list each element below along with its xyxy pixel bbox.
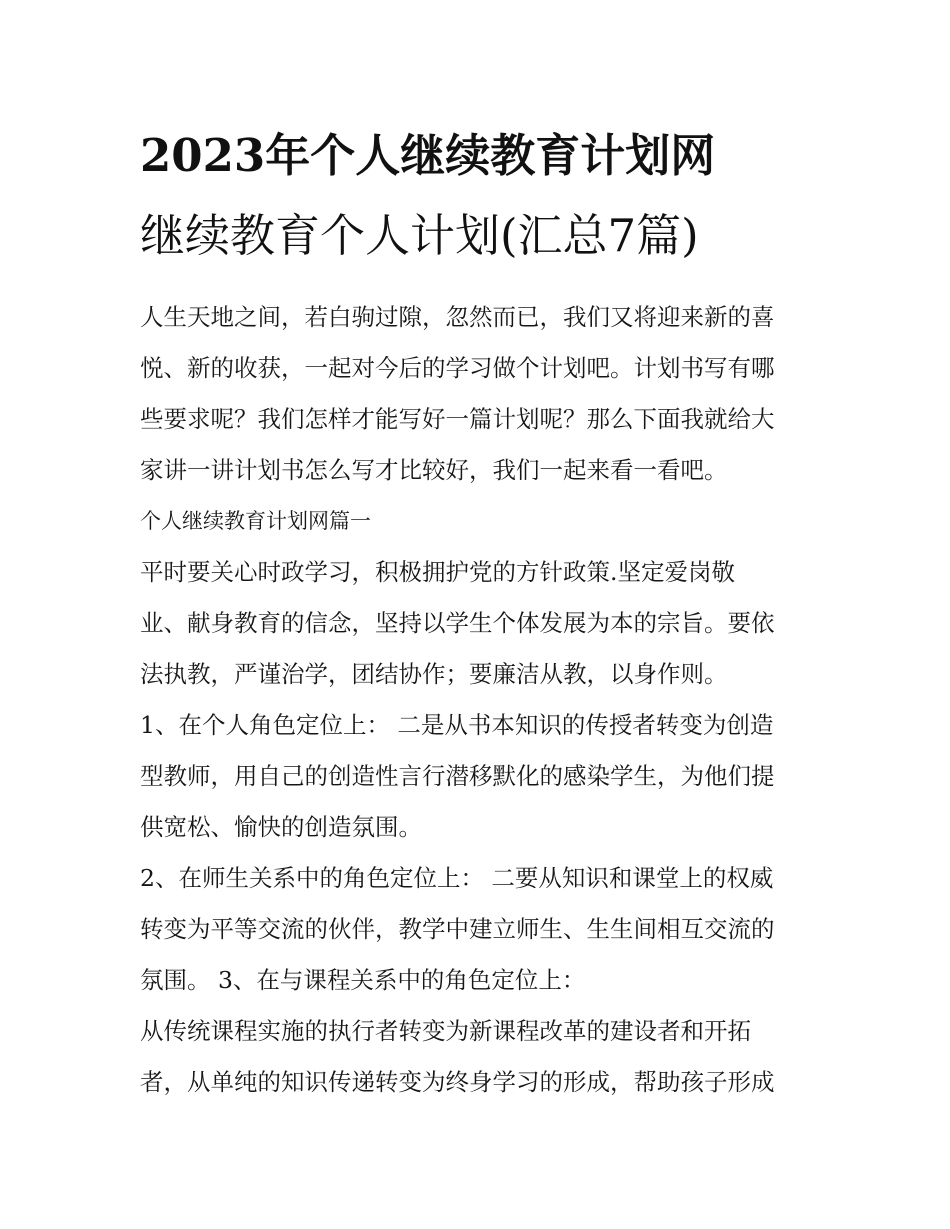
intro-paragraph bbox=[140, 292, 810, 496]
paragraph-line: 平时要关心时政学习，积极拥护党的方针政策.坚定爱岗敬 bbox=[140, 558, 735, 586]
paragraph-3 bbox=[140, 853, 810, 1006]
paragraph-line: 业、献身教育的信念，坚持以学生个体发展为本的宗旨。要依 bbox=[140, 609, 775, 637]
intro-line: 些要求呢？我们怎样才能写好一篇计划呢？那么下面我就给大 bbox=[140, 405, 775, 433]
paragraph-4 bbox=[140, 1006, 810, 1108]
title-line-1: 2023年个人继续教育计划网 bbox=[140, 129, 716, 182]
paragraph-line: 供宽松、愉快的创造氛围。 bbox=[140, 813, 422, 841]
paragraph-line: 2、在师生关系中的角色定位上： 二要从知识和课堂上的权威 bbox=[140, 864, 774, 892]
document-title bbox=[140, 116, 810, 276]
intro-line: 悦、新的收获，一起对今后的学习做个计划吧。计划书写有哪 bbox=[140, 354, 775, 382]
intro-line: 人生天地之间，若白驹过隙，忽然而已，我们又将迎来新的喜 bbox=[140, 303, 775, 331]
paragraph-line: 氛围。 3、在与课程关系中的角色定位上： bbox=[140, 966, 586, 994]
section-heading: 个人继续教育计划网篇一 bbox=[140, 509, 371, 533]
paragraph-line: 转变为平等交流的伙伴，教学中建立师生、生生间相互交流的 bbox=[140, 915, 775, 943]
paragraph-line: 1、在个人角色定位上： 二是从书本知识的传授者转变为创造 bbox=[140, 711, 774, 739]
paragraph-line: 者，从单纯的知识传递转变为终身学习的形成，帮助孩子形成 bbox=[140, 1068, 775, 1096]
paragraph-2 bbox=[140, 700, 810, 853]
paragraph-line: 从传统课程实施的执行者转变为新课程改革的建设者和开拓 bbox=[140, 1017, 751, 1045]
paragraph-1 bbox=[140, 547, 810, 700]
paragraph-line: 法执教，严谨治学，团结协作；要廉洁从教，以身作则。 bbox=[140, 660, 728, 688]
paragraph-line: 型教师，用自己的创造性言行潜移默化的感染学生，为他们提 bbox=[140, 762, 775, 790]
title-line-2: 继续教育个人计划(汇总7篇) bbox=[140, 209, 699, 262]
intro-line: 家讲一讲计划书怎么写才比较好，我们一起来看一看吧。 bbox=[140, 456, 728, 484]
